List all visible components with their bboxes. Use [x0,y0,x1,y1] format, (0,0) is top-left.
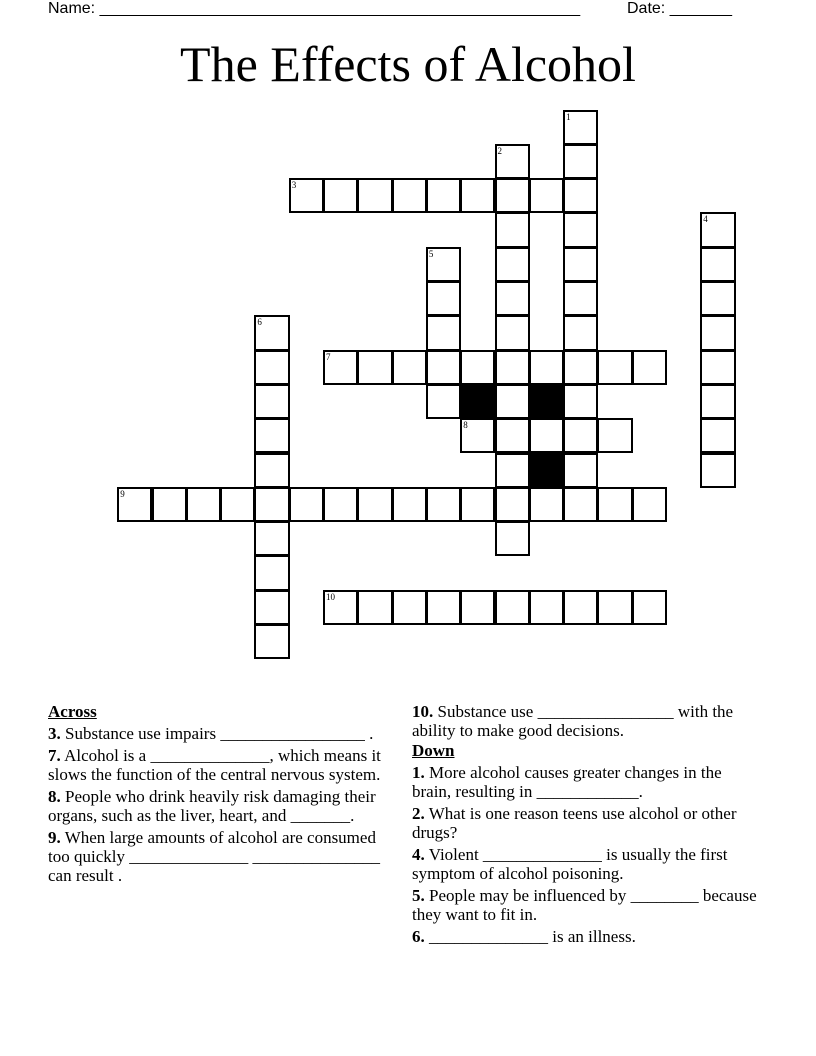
crossword-cell[interactable] [357,178,392,213]
clue-number-label: 1 [566,111,571,122]
crossword-cell[interactable] [495,453,530,488]
crossword-cell[interactable] [392,350,427,385]
clue-number-label: 7 [326,351,331,362]
crossword-cell[interactable] [254,624,289,659]
date-field[interactable]: Date: _______ [627,0,732,17]
crossword-cell[interactable] [323,350,358,385]
clue-text: Alcohol is a ______________, which means it slows the function of the central nervous system. [48,746,381,784]
clue-number: 4. [412,845,425,864]
clue-number-label: 3 [291,180,297,191]
crossword-cell[interactable] [495,212,530,247]
clue-down-6 [412,927,757,946]
crossword-cell[interactable] [460,178,495,213]
crossword-cell[interactable] [254,487,289,522]
crossword-cell[interactable] [426,281,461,316]
crossword-cell[interactable] [563,384,598,419]
clue-number-label: 4 [703,214,708,225]
clues-right-column [412,701,757,946]
crossword-cell[interactable] [529,350,564,385]
clue-down-5 [412,886,757,924]
crossword-cell[interactable] [460,350,495,385]
clue-down-1 [412,763,757,801]
crossword-cell[interactable] [357,487,392,522]
clue-text: What is one reason teens use alcohol or other drugs? [412,804,737,842]
crossword-cell[interactable] [426,384,461,419]
crossword-cell[interactable] [563,487,598,522]
crossword-cell[interactable] [254,418,289,453]
clue-text: When large amounts of alcohol are consumed too quickly ______________ _______________ can result . [48,828,380,885]
crossword-cell[interactable] [563,212,598,247]
crossword-cell[interactable] [460,590,495,625]
crossword-cell[interactable] [186,487,221,522]
crossword-cell[interactable] [426,315,461,350]
clue-number-label: 8 [463,420,468,431]
crossword-cell[interactable] [529,178,564,213]
clue-text: Violent ______________ is usually the first symptom of alcohol poisoning. [412,845,728,883]
crossword-cell[interactable] [254,555,289,590]
clue-down-2 [412,804,757,842]
clue-number: 1. [412,763,425,782]
crossword-cell[interactable] [254,590,289,625]
clue-across-3 [48,724,383,743]
crossword-cell[interactable] [323,590,358,625]
crossword-cell[interactable] [700,247,735,282]
crossword-cell[interactable] [563,247,598,282]
crossword-cell[interactable] [323,487,358,522]
clue-across-7 [48,746,383,784]
crossword-cell[interactable] [529,487,564,522]
clue-number-label: 6 [257,317,262,328]
crossword-cell[interactable] [254,453,289,488]
crossword-cell[interactable] [563,178,598,213]
clue-number: 3. [48,724,61,743]
crossword-cell[interactable] [495,521,530,556]
crossword-black-cell [529,384,564,419]
clue-text: Substance use ________________ with the ability to make good decisions. [412,702,734,740]
crossword-cell[interactable] [700,384,735,419]
clue-number-label: 10 [326,591,335,602]
crossword-cell[interactable] [392,487,427,522]
crossword-cell[interactable] [563,350,598,385]
clue-number: 7. [48,746,61,765]
clue-across-10 [412,702,757,740]
crossword-cell[interactable] [495,247,530,282]
crossword-cell[interactable] [289,178,324,213]
crossword-cell[interactable] [632,590,667,625]
crossword-cell[interactable] [426,590,461,625]
clue-across-8 [48,787,383,825]
crossword-cell[interactable] [495,418,530,453]
page-title: The Effects of Alcohol [180,36,636,92]
crossword-cell[interactable] [323,178,358,213]
clue-number-label: 5 [428,248,434,259]
crossword-cell[interactable] [700,212,735,247]
crossword-cell[interactable] [700,453,735,488]
crossword-cell[interactable] [597,487,632,522]
clue-number: 9. [48,828,61,847]
crossword-cell[interactable] [495,144,530,179]
crossword-cell[interactable] [632,350,667,385]
crossword-cell[interactable] [289,487,324,522]
crossword-cell[interactable] [495,384,530,419]
crossword-cell[interactable] [495,281,530,316]
crossword-cell[interactable] [117,487,152,522]
crossword-cell[interactable] [426,178,461,213]
crossword-cell[interactable] [495,487,530,522]
clue-text: ______________ is an illness. [429,927,636,946]
crossword-cell[interactable] [392,590,427,625]
crossword-cell[interactable] [597,590,632,625]
crossword-cell[interactable] [529,590,564,625]
crossword-cell[interactable] [700,315,735,350]
crossword-cell[interactable] [495,315,530,350]
crossword-cell[interactable] [563,453,598,488]
crossword-cell[interactable] [495,350,530,385]
crossword-cell[interactable] [460,487,495,522]
crossword-cell[interactable] [563,315,598,350]
clue-text: People may be influenced by ________ because they want to fit in. [412,886,757,924]
crossword-cell[interactable] [632,487,667,522]
crossword-cell[interactable] [563,110,598,145]
across-heading: Across [48,702,97,721]
clue-text: More alcohol causes greater changes in the brain, resulting in ____________. [412,763,722,801]
clue-number-label: 9 [120,488,125,499]
name-field[interactable]: Name: ______________________________________________________ [48,0,581,17]
clue-across-9 [48,828,383,885]
crossword-cell[interactable] [426,487,461,522]
crossword-cell[interactable] [152,487,187,522]
clue-number: 2. [412,804,425,823]
crossword-cell[interactable] [495,178,530,213]
crossword-cell[interactable] [254,315,289,350]
crossword-cell[interactable] [529,418,564,453]
down-heading: Down [412,741,455,760]
crossword-cell[interactable] [700,281,735,316]
crossword-cell[interactable] [254,350,289,385]
crossword-cell[interactable] [563,418,598,453]
clue-number: 6. [412,927,425,946]
crossword-cell[interactable] [392,178,427,213]
crossword-cell[interactable] [563,281,598,316]
crossword-cell[interactable] [700,418,735,453]
clue-number: 5. [412,886,425,905]
clue-text: People who drink heavily risk damaging their organs, such as the liver, heart, and _______. [48,787,376,825]
crossword-cell[interactable] [254,521,289,556]
crossword-cell[interactable] [220,487,255,522]
crossword-cell[interactable] [597,350,632,385]
crossword-cell[interactable] [597,418,632,453]
crossword-cell[interactable] [426,350,461,385]
crossword-cell[interactable] [254,384,289,419]
crossword-black-cell [460,384,495,419]
crossword-black-cell [529,453,564,488]
clue-text: Substance use impairs _________________ . [65,724,374,743]
clue-down-4 [412,845,757,883]
clue-number: 10. [412,702,434,721]
clue-number: 8. [48,787,61,806]
crossword-cell[interactable] [495,590,530,625]
crossword-cell[interactable] [357,590,392,625]
crossword-cell[interactable] [700,350,735,385]
clues-left-column [48,701,383,885]
crossword-cell[interactable] [563,590,598,625]
crossword-cell[interactable] [460,418,495,453]
crossword-cell[interactable] [426,247,461,282]
clue-number-label: 2 [497,145,502,156]
crossword-cell[interactable] [563,144,598,179]
crossword-cell[interactable] [357,350,392,385]
